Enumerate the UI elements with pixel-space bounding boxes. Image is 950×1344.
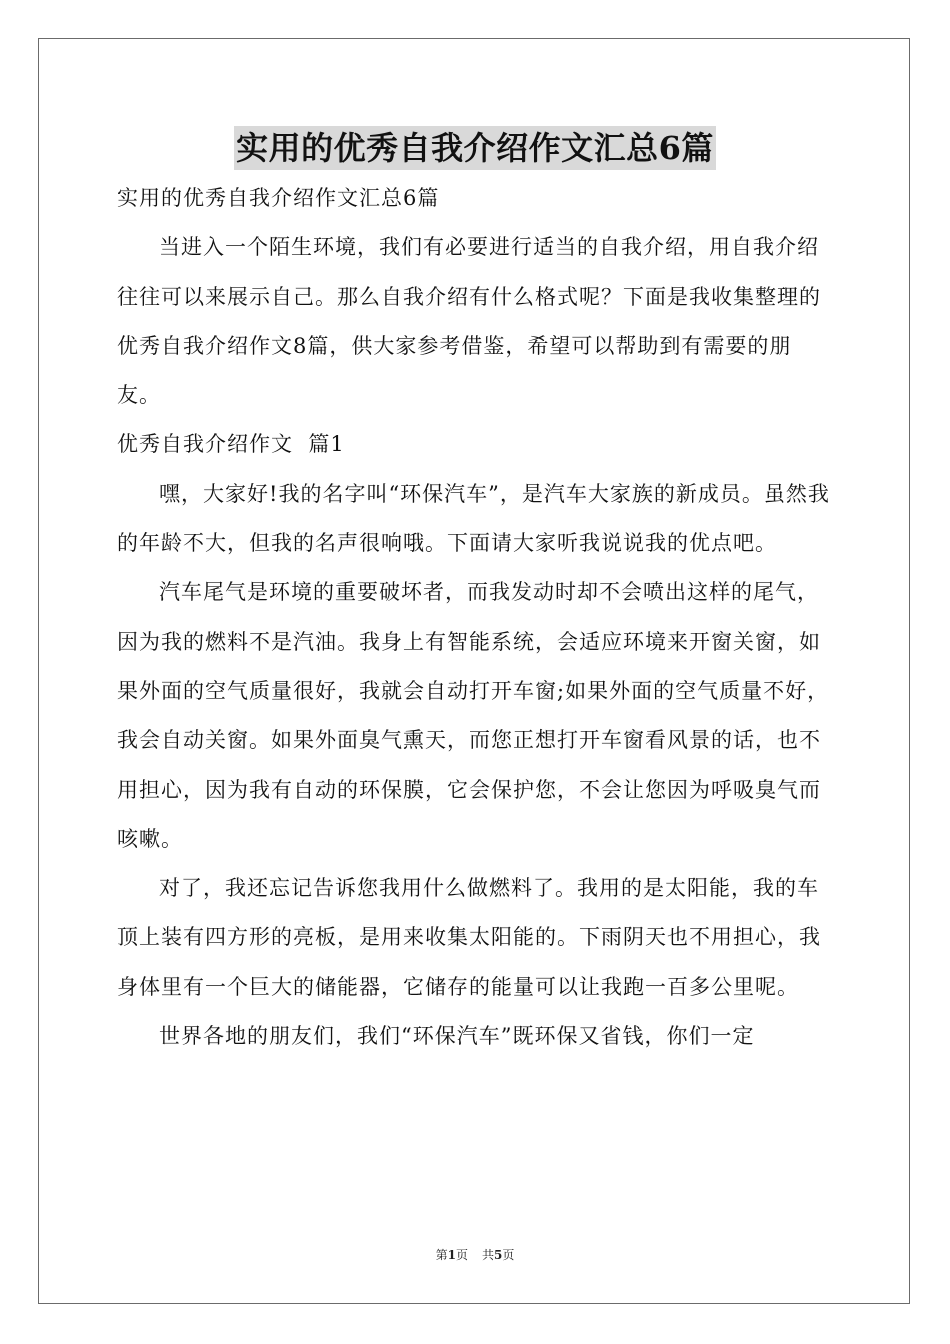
page-total: 5 <box>494 1248 503 1262</box>
document-title: 实用的优秀自我介绍作文汇总6篇 <box>234 126 716 170</box>
total-suffix: 页 <box>502 1248 515 1262</box>
section-heading: 优秀自我介绍作文 篇1 <box>117 432 345 457</box>
total-prefix: 共 <box>482 1248 495 1262</box>
document-body <box>117 174 835 1061</box>
body-paragraph-2: 汽车尾气是环境的重要破坏者，而我发动时却不会喷出这样的尾气，因为我的燃料不是汽油。我身上有智能系统，会适应环境来开窗关窗，如果外面的空气质量很好，我就会自动打开车窗;如果外面的空气质量不好，我会自动关窗。如果外面臭气熏天，而您正想打开车窗看风景的话，也不用担心，因为我有自动的环保膜，它会保护您，不会让您因为呼吸臭气而咳嗽。 <box>117 580 830 851</box>
body-paragraph-3: 对了，我还忘记告诉您我用什么做燃料了。我用的是太阳能，我的车顶上装有四方形的亮板，是用来收集太阳能的。下雨阴天也不用担心，我身体里有一个巨大的储能器，它储存的能量可以让我跑一百多公里呢。 <box>117 876 821 999</box>
page-footer <box>0 1246 950 1264</box>
intro-paragraph: 当进入一个陌生环境，我们有必要进行适当的自我介绍，用自我介绍往往可以来展示自己。那么自我介绍有什么格式呢？下面是我收集整理的优秀自我介绍作文8篇，供大家参考借鉴，希望可以帮助到有需要的朋友。 <box>117 235 821 408</box>
title-container <box>0 126 950 170</box>
page-prefix: 第 <box>435 1248 448 1262</box>
body-paragraph-4: 世界各地的朋友们，我们“环保汽车”既环保又省钱，你们一定 <box>159 1024 755 1049</box>
body-paragraph-1: 嘿，大家好!我的名字叫“环保汽车”，是汽车大家族的新成员。虽然我的年龄不大，但我的名声很响哦。下面请大家听我说说我的优点吧。 <box>117 481 830 556</box>
document-subtitle: 实用的优秀自我介绍作文汇总6篇 <box>117 186 440 210</box>
page-current: 1 <box>447 1248 456 1262</box>
page-suffix: 页 <box>455 1248 468 1262</box>
